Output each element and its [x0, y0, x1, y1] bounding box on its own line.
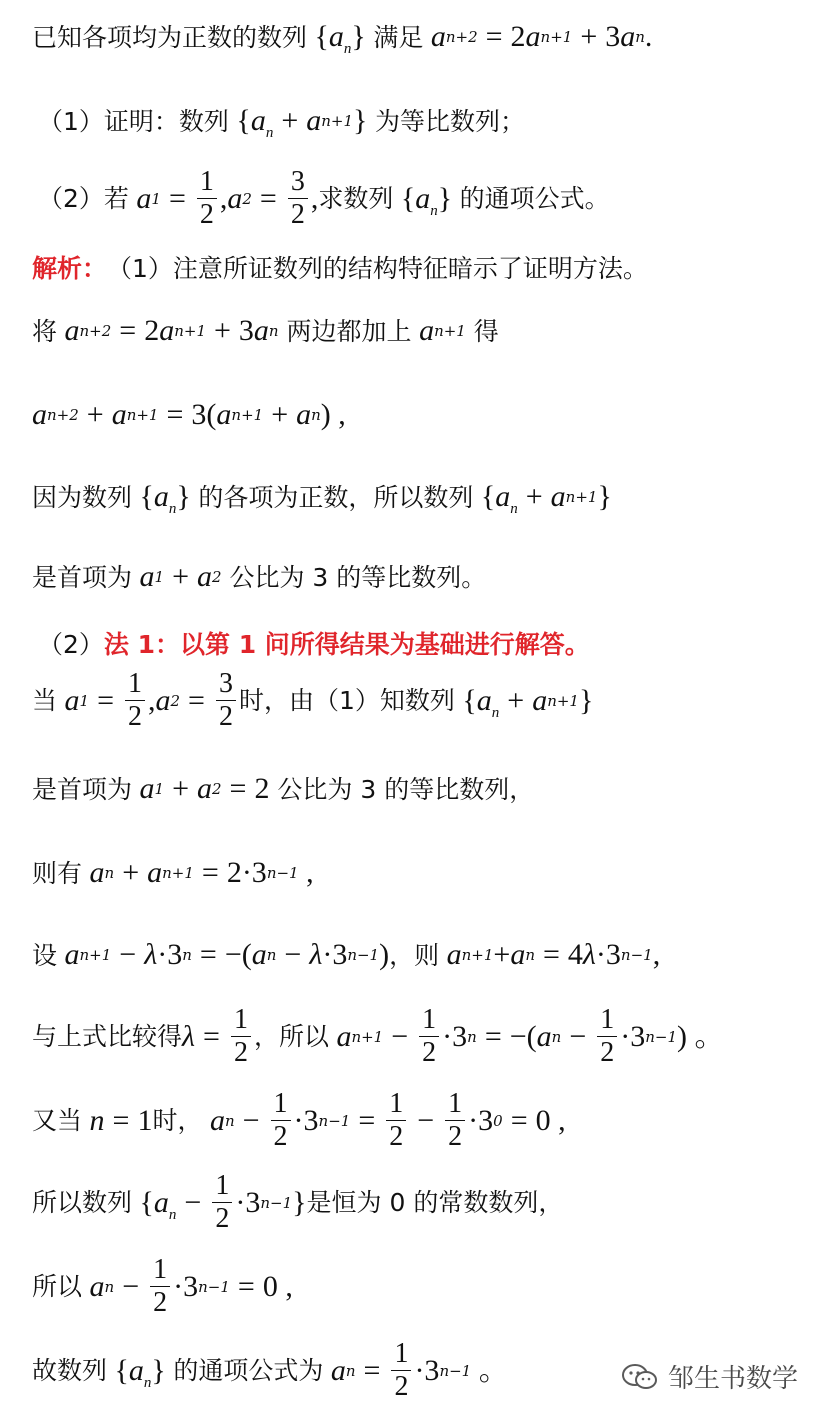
- method1-step2: 是首项为 a 1 + a 2 = 2 公比为 3 的等比数列，: [32, 772, 535, 805]
- method1-conclusion: 故数列 $\{a_n\}$ 的通项公式为 a n = $\frac{1}{2}$ ·3 n−1 。: [32, 1338, 509, 1402]
- solution-step4: 是首项为 a 1 + a 2 公比为 3 的等比数列。: [32, 560, 487, 593]
- solution-label: 解析：: [32, 254, 108, 283]
- solution-step3: 因为数列 $\{a_n\}$ 的各项为正数，所以数列 {$a_n$ + a n+1 }: [32, 480, 612, 517]
- wechat-icon: [620, 1362, 660, 1392]
- watermark: [620, 1358, 798, 1395]
- problem-statement: 已知各项均为正数的数列 $\{a_n\}$ 满足 a n+2 = 2 a n+1 + 3 a n .: [32, 20, 653, 57]
- solution-heading: 解析： （1）注意所证数列的结构特征暗示了证明方法。: [32, 254, 648, 283]
- method1-heading: （2） 法 1：以第 1 问所得结果为基础进行解答。: [38, 630, 590, 659]
- problem-part2: （2）若 a 1 = $\frac{1}{2}$ , a 2 = $\frac{3}{2}$ , 求数列 $\{a_n\}$ 的通项公式。: [38, 166, 610, 230]
- method1-step5: 与上式比较得 λ = $\frac{1}{2}$ ，所以 a n+1 − $\frac{1}{2}$ ·3 n = −( a n − $\frac{1}{2}$ ·3 n−1 ) 。: [32, 1004, 725, 1068]
- method1-step6: 又当 n = 1 时， a n − $\frac{1}{2}$ ·3 n−1 = $\frac{1}{2}$ − $\frac{1}{2}$ ·3 0 = 0 ,: [32, 1088, 566, 1152]
- method1-step1: 当 a 1 = $\frac{1}{2}$ , a 2 = $\frac{3}{2}$ 时，由（1）知数列 {$a_n$ + a n+1 }: [32, 668, 594, 732]
- watermark-text: 邹生书数学: [667, 1364, 798, 1394]
- method1-step8: 所以 a n − $\frac{1}{2}$ ·3 n−1 = 0 ,: [32, 1254, 293, 1318]
- method1-step4: 设 a n+1 − λ ·3 n = −( a n − λ ·3 n−1 ) ，则 a n+1 + a n = 4 λ ·3 n−1 ,: [32, 938, 661, 971]
- solution-step1: 将 a n+2 = 2 a n+1 + 3 a n 两边都加上 a n+1 得: [32, 314, 499, 347]
- solution-step2: a n+2 + a n+1 = 3( a n+1 + a n ) ,: [32, 398, 346, 431]
- problem-part1: （1）证明：数列 {$a_n$ + a n+1 } 为等比数列；: [38, 104, 525, 141]
- method1-step7: 所以数列 {$a_n$ − $\frac{1}{2}$ ·3 n−1 } 是恒为 0 的常数数列，: [32, 1170, 564, 1234]
- method1-label: 法 1：以第 1 问所得结果为基础进行解答。: [103, 630, 590, 659]
- method1-step3: 则有 a n + a n+1 = 2·3 n−1 ,: [32, 856, 314, 889]
